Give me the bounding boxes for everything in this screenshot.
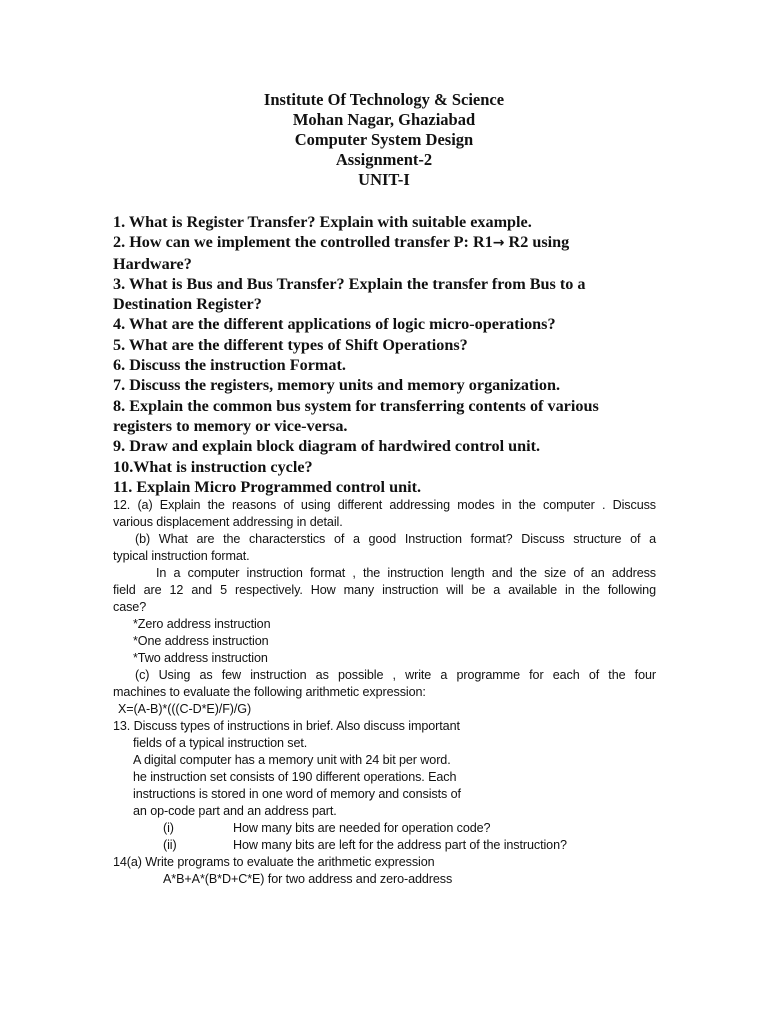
- unit-title: UNIT-I: [358, 170, 410, 189]
- q14a-line-1: 14(a) Write programs to evaluate the arithmetic expression: [113, 855, 435, 869]
- question-2-text-end: R2 using: [504, 233, 570, 252]
- q13-subpart-ii: [113, 837, 656, 854]
- document-header: [0, 90, 768, 190]
- q12a-line-1: 12. (a) Explain the reasons of using different addressing modes in the computer . Discuss: [113, 498, 656, 512]
- course-title: Computer System Design: [294, 130, 474, 149]
- q14a-line-2: A*B+A*(B*D+C*E) for two address and zero-address: [163, 872, 453, 886]
- question-details: [113, 497, 656, 888]
- q12b-line-4: field are 12 and 5 respectively. How many instruction will be a available in the following: [113, 583, 656, 597]
- q12b-line-1: (b) What are the characterstics of a good Instruction format? Discuss structure of a: [135, 532, 656, 546]
- question-2-cont: Hardware?: [113, 254, 192, 273]
- question-8-cont: registers to memory or vice-versa.: [113, 416, 348, 435]
- institute-name: Institute Of Technology & Science: [263, 90, 505, 109]
- question-8: 8. Explain the common bus system for transferring contents of various: [113, 396, 599, 415]
- subpart-i-number: (i): [163, 821, 174, 835]
- question-9: 9. Draw and explain block diagram of hardwired control unit.: [113, 437, 541, 456]
- question-10: 10.What is instruction cycle?: [113, 457, 313, 476]
- question-1: 1. What is Register Transfer? Explain with suitable example.: [113, 213, 532, 231]
- q12b-line-5: case?: [113, 600, 147, 614]
- q13-line-4: he instruction set consists of 190 different operations. Each: [133, 770, 457, 784]
- question-7: 7. Discuss the registers, memory units and memory organization.: [113, 376, 561, 395]
- one-address-item: *One address instruction: [133, 634, 269, 648]
- subpart-i-text: How many bits are needed for operation code?: [233, 821, 491, 835]
- subpart-ii-number: (ii): [163, 838, 177, 852]
- question-list: [113, 212, 673, 497]
- q13-line-1: 13. Discuss types of instructions in brief. Also discuss important: [113, 719, 460, 733]
- expression: X=(A-B)*(((C-D*E)/F)/G): [118, 702, 252, 716]
- q12a-line-2: various displacement addressing in detail.: [113, 515, 343, 529]
- q12c-line-1: (c) Using as few instruction as possible , write a programme for each of the four: [135, 668, 656, 682]
- two-address-item: *Two address instruction: [133, 651, 268, 665]
- zero-address-item: *Zero address instruction: [133, 617, 271, 631]
- subpart-ii-text: How many bits are left for the address part of the instruction?: [233, 838, 567, 852]
- question-2: [113, 232, 673, 253]
- question-2-text: 2. How can we implement the controlled transfer P: R1: [113, 233, 493, 252]
- q13-line-6: an op-code part and an address part.: [133, 804, 337, 818]
- right-arrow-icon: →: [492, 235, 505, 252]
- question-11: 11. Explain Micro Programmed control unit.: [113, 477, 422, 496]
- q12c-line-2: machines to evaluate the following arithmetic expression:: [113, 685, 426, 699]
- q13-line-3: A digital computer has a memory unit with 24 bit per word.: [133, 753, 451, 767]
- q13-line-2: fields of a typical instruction set.: [133, 736, 308, 750]
- q13-subpart-i: [113, 820, 656, 837]
- question-3: 3. What is Bus and Bus Transfer? Explain the transfer from Bus to a: [113, 274, 586, 293]
- q12b-line-2: typical instruction format.: [113, 549, 250, 563]
- question-4: 4. What are the different applications of logic micro-operations?: [113, 315, 556, 334]
- institute-location: Mohan Nagar, Ghaziabad: [292, 110, 476, 129]
- question-3-cont: Destination Register?: [113, 295, 262, 314]
- question-6: 6. Discuss the instruction Format.: [113, 356, 346, 375]
- q13-line-5: instructions is stored in one word of memory and consists of: [133, 787, 461, 801]
- question-5: 5. What are the different types of Shift Operations?: [113, 335, 468, 354]
- assignment-title: Assignment-2: [335, 150, 433, 169]
- q12b-line-3: In a computer instruction format , the instruction length and the size of an address: [156, 566, 656, 580]
